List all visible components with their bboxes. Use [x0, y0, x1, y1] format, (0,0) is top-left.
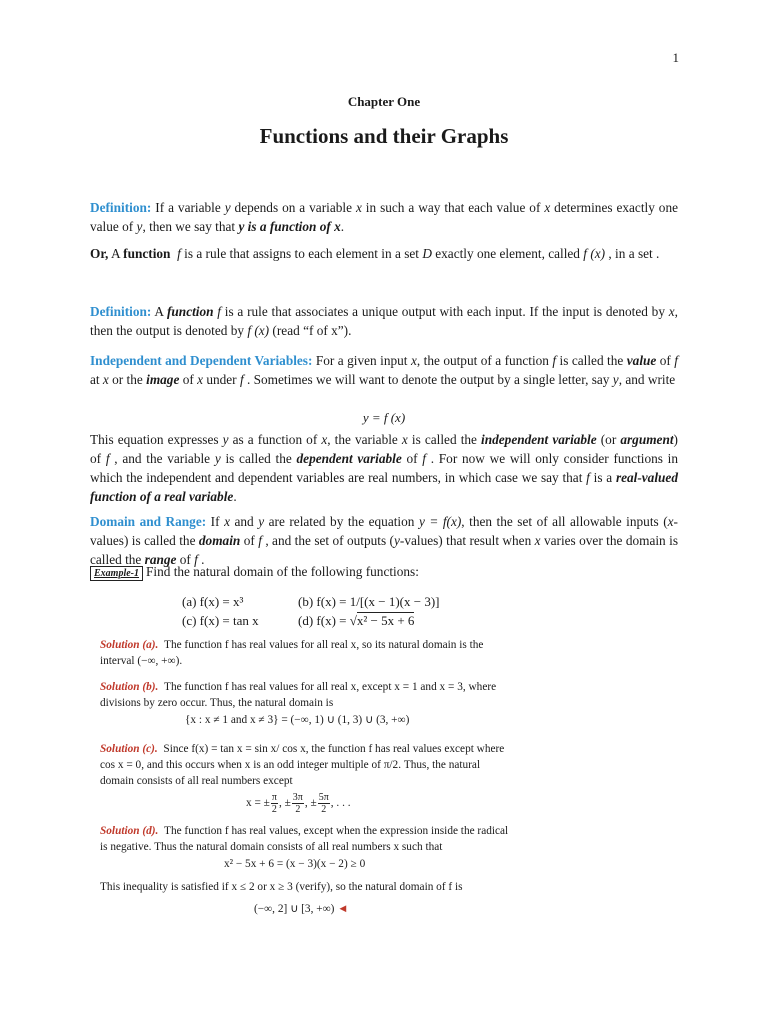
sqrt-symbol: √ — [349, 613, 357, 628]
solution-c: Solution (c). Since f(x) = tan x = sin x/ cos x, the function f has real values except where cos x = 0, and this occurs when x is an odd integer multiple of π/2. Thus, the natural domain consists of all real numbers except — [100, 743, 505, 787]
example-label: Example-1 — [90, 566, 143, 581]
equation-explanation: This equation expresses y as a function of x, the variable x is called the independent variable (or argument) of f , and the variable y is called the dependent variable of f . For now we will only consider functions in which the independent and dependent variables are real numbers, in which case we say that f is a real-valued function of a real variable. — [90, 432, 679, 504]
solution-d-answer: (−∞, 2] ∪ [3, +∞) ◄ — [254, 903, 349, 915]
end-of-solution-icon: ◄ — [337, 903, 349, 915]
function-a: (a) f(x) = x³ — [182, 594, 244, 609]
example-prompt: Find the natural domain of the following functions: — [146, 564, 419, 579]
page-title: Functions and their Graphs — [259, 124, 509, 148]
independent-dependent-variables: Independent and Dependent Variables: For a given input x, the output of a function f is called the value of f at x or the image of x under f . Sometimes we will want to denote the output by a single letter, say y, and write — [90, 353, 678, 387]
function-d: (d) f(x) = √x² − 5x + 6 — [298, 613, 415, 628]
solution-d-math: x² − 5x + 6 = (x − 3)(x − 2) ≥ 0 — [224, 858, 366, 870]
solution-d: Solution (d). The function f has real values, except when the expression inside the radical is negative. Thus the natural domain consists of all real numbers x such that — [100, 825, 509, 853]
chapter-label: Chapter One — [347, 94, 421, 109]
definition-2: Definition: A function f is a rule that associates a unique output with each input. If the input is denoted by x, then the output is denoted by f (x) (read “f of x”). — [90, 304, 678, 338]
solution-b: Solution (b). The function f has real values for all real x, except x = 1 and x = 3, where divisions by zero occur. Thus, the natural domain is — [100, 681, 497, 709]
page-number: 1 — [672, 50, 679, 65]
domain-and-range: Domain and Range: If x and y are related by the equation y = f(x), then the set of all allowable inputs (x-values) is called the domain of f , and the set of outputs (y-values) that result when x varies over the domain is called the range of f . — [90, 514, 678, 567]
equation-y-fx: y = f (x) — [362, 410, 406, 425]
function-b: (b) f(x) = 1/[(x − 1)(x − 3)] — [298, 594, 440, 609]
definition-1: Definition: If a variable y depends on a variable x in such a way that each value of x determines exactly one value of y, then we say that y is a function of x. — [90, 200, 679, 234]
solution-b-math: {x : x ≠ 1 and x ≠ 3} = (−∞, 1) ∪ (1, 3) ∪ (3, +∞) — [185, 714, 410, 726]
solution-a: Solution (a). The function f has real values for all real x, so its natural domain is the interval (−∞, +∞). — [100, 639, 484, 667]
solution-d-conclusion: This inequality is satisfied if x ≤ 2 or x ≥ 3 (verify), so the natural domain of f is — [100, 881, 463, 893]
function-c: (c) f(x) = tan x — [182, 613, 259, 628]
function-rule-paragraph: Or, A function f is a rule that assigns to each element in a set D exactly one element, called f (x) , in a set . — [90, 246, 660, 261]
solution-c-math: x = ± $\frac{\pi}{2}$ , ± $\frac{3\pi}{2}$ , ± $\frac{5\pi}{2}$ , . . . — [246, 792, 351, 815]
